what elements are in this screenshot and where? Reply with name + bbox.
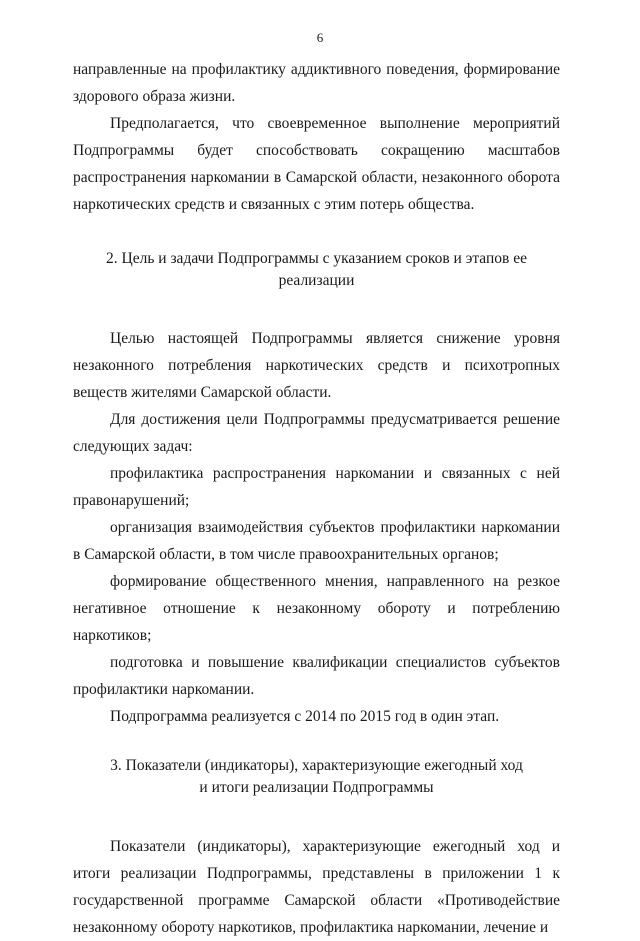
paragraph-implementation-period: Подпрограмма реализуется с 2014 по 2015 год в один этап.	[110, 708, 500, 725]
task-item: организация взаимодействия субъектов профилактики наркомании в Самарской области, в том числе правоохранительных органов;	[73, 519, 560, 563]
task-item: подготовка и повышение квалификации специалистов субъектов профилактики наркомании.	[73, 654, 560, 698]
paragraph-expected-results: Предполагается, что своевременное выполнение мероприятий Подпрограммы будет способствовать сокращению масштабов распространения наркомании в Самарской области, незаконного оборота наркотических средств и связанных с этим потерь общества.	[73, 115, 560, 213]
paragraph-tasks-intro: Для достижения цели Подпрограммы предусматривается решение следующих задач:	[73, 411, 560, 455]
page-number: 6	[316, 30, 324, 45]
document-body	[73, 56, 560, 941]
section-3-heading-line-2: и итоги реализации Подпрограммы	[199, 779, 434, 796]
section-3-heading-line-1: 3. Показатели (индикаторы), характеризующие ежегодный ход	[110, 757, 523, 774]
paragraph-continuation: направленные на профилактику аддиктивного поведения, формирование здорового образа жизни.	[73, 61, 560, 105]
task-item: профилактика распространения наркомании и связанных с ней правонарушений;	[73, 465, 560, 509]
paragraph-indicators: Показатели (индикаторы), характеризующие ежегодный ход и итоги реализации Подпрограммы, представлены в приложении 1 к государственной программе Самарской области «Противодействие незаконному обороту наркотиков, профилактика наркомании, лечение и	[73, 838, 560, 936]
paragraph-goal: Целью настоящей Подпрограммы является снижение уровня незаконного потребления наркотических средств и психотропных веществ жителями Самарской области.	[73, 330, 560, 401]
task-item: формирование общественного мнения, направленного на резкое негативное отношение к незаконному обороту и потреблению наркотиков;	[73, 573, 560, 644]
section-3-heading	[73, 755, 560, 799]
section-2-heading-line-2: реализации	[278, 272, 355, 289]
section-2-heading	[73, 248, 560, 292]
section-2-heading-line-1: 2. Цель и задачи Подпрограммы с указанием сроков и этапов ее	[106, 250, 527, 267]
